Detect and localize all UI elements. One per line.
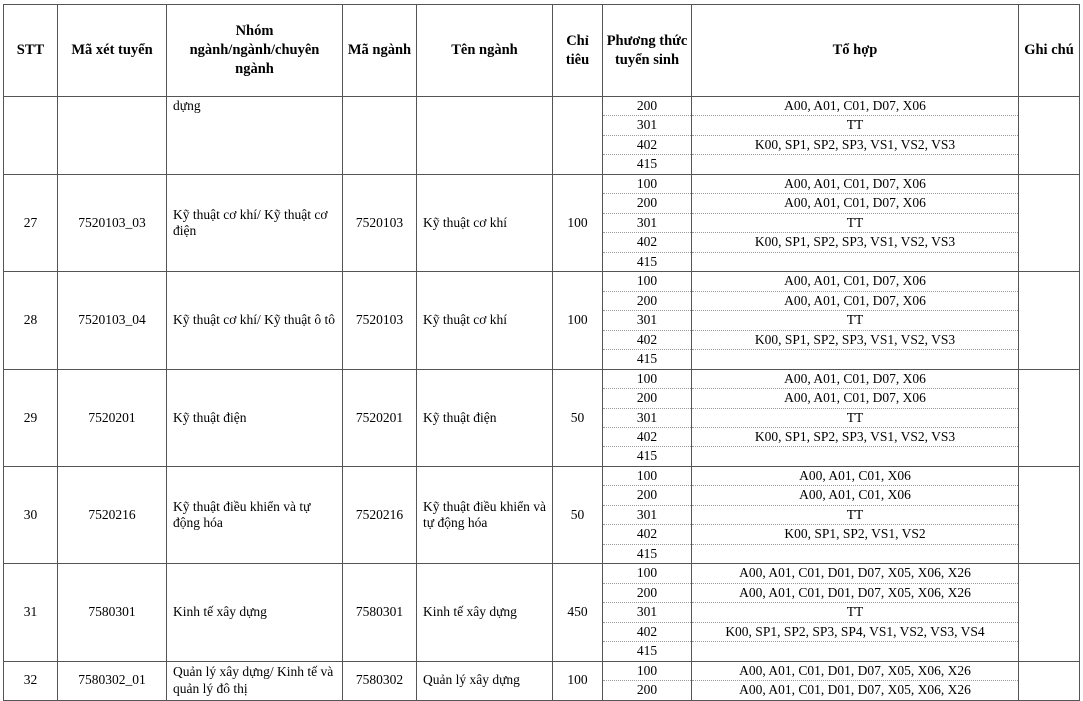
combination-cell [692, 447, 1019, 466]
combination-cell: A00, A01, C01, D07, X06 [692, 272, 1019, 291]
quota-cell: 50 [553, 466, 603, 563]
major-code-cell: 7520103 [343, 272, 417, 369]
table-header [4, 5, 1080, 97]
quota-cell: 450 [553, 564, 603, 661]
group-name-cell: Kinh tế xây dựng [167, 564, 343, 661]
header-group-name: Nhóm ngành/ngành/chuyên ngành [167, 5, 343, 97]
note-cell [1019, 272, 1080, 369]
header-major-code: Mã ngành [343, 5, 417, 97]
combination-cell: TT [692, 505, 1019, 524]
method-cell: 301 [603, 603, 692, 622]
stt-cell: 27 [4, 174, 58, 271]
method-cell: 200 [603, 291, 692, 310]
combination-cell: K00, SP1, SP2, SP3, VS1, VS2, VS3 [692, 233, 1019, 252]
combination-cell: A00, A01, C01, D07, X06 [692, 369, 1019, 388]
method-cell: 100 [603, 272, 692, 291]
combination-cell: TT [692, 116, 1019, 135]
table-body [4, 97, 1080, 701]
method-cell: 301 [603, 408, 692, 427]
method-cell: 402 [603, 525, 692, 544]
note-cell [1019, 661, 1080, 700]
note-cell [1019, 369, 1080, 466]
stt-cell: 31 [4, 564, 58, 661]
method-cell: 402 [603, 135, 692, 154]
method-cell: 415 [603, 252, 692, 271]
admission-code-cell: 7520201 [58, 369, 167, 466]
method-cell: 100 [603, 466, 692, 485]
major-code-cell: 7520103 [343, 174, 417, 271]
table-row [4, 564, 1080, 583]
quota-cell: 100 [553, 272, 603, 369]
method-cell: 100 [603, 174, 692, 193]
major-name-cell: Kinh tế xây dựng [417, 564, 553, 661]
method-cell: 415 [603, 155, 692, 174]
major-name-cell [417, 97, 553, 175]
method-cell: 301 [603, 213, 692, 232]
combination-cell: A00, A01, C01, D07, X06 [692, 174, 1019, 193]
combination-cell: A00, A01, C01, D01, D07, X05, X06, X26 [692, 564, 1019, 583]
method-cell: 301 [603, 116, 692, 135]
stt-cell: 28 [4, 272, 58, 369]
group-name-cell: dựng [167, 97, 343, 175]
combination-cell [692, 350, 1019, 369]
method-cell: 415 [603, 642, 692, 661]
combination-cell: TT [692, 213, 1019, 232]
major-code-cell: 7520201 [343, 369, 417, 466]
group-name-cell: Kỹ thuật cơ khí/ Kỹ thuật ô tô [167, 272, 343, 369]
stt-cell: 32 [4, 661, 58, 700]
admission-quota-table [3, 4, 1080, 701]
combination-cell: A00, A01, C01, D07, X06 [692, 194, 1019, 213]
admission-code-cell: 7580302_01 [58, 661, 167, 700]
stt-cell: 29 [4, 369, 58, 466]
combination-cell: A00, A01, C01, X06 [692, 466, 1019, 485]
table-row [4, 97, 1080, 116]
major-code-cell: 7580302 [343, 661, 417, 700]
combination-cell: TT [692, 603, 1019, 622]
method-cell: 402 [603, 427, 692, 446]
combination-cell [692, 252, 1019, 271]
major-code-cell [343, 97, 417, 175]
note-cell [1019, 564, 1080, 661]
table-row [4, 174, 1080, 193]
method-cell: 415 [603, 447, 692, 466]
table-row [4, 369, 1080, 388]
admission-code-cell: 7520103_03 [58, 174, 167, 271]
method-cell: 415 [603, 350, 692, 369]
admission-code-cell [58, 97, 167, 175]
major-name-cell: Kỹ thuật điện [417, 369, 553, 466]
combination-cell: A00, A01, C01, D01, D07, X05, X06, X26 [692, 681, 1019, 700]
combination-cell: TT [692, 408, 1019, 427]
header-combination: Tổ hợp [692, 5, 1019, 97]
combination-cell: K00, SP1, SP2, SP3, VS1, VS2, VS3 [692, 330, 1019, 349]
header-admission-code: Mã xét tuyển [58, 5, 167, 97]
header-stt: STT [4, 5, 58, 97]
method-cell: 100 [603, 661, 692, 680]
major-name-cell: Kỹ thuật điều khiển và tự động hóa [417, 466, 553, 563]
combination-cell: A00, A01, C01, X06 [692, 486, 1019, 505]
header-quota: Chỉ tiêu [553, 5, 603, 97]
combination-cell: A00, A01, C01, D01, D07, X05, X06, X26 [692, 661, 1019, 680]
combination-cell: A00, A01, C01, D07, X06 [692, 389, 1019, 408]
table-row [4, 272, 1080, 291]
admission-code-cell: 7520103_04 [58, 272, 167, 369]
combination-cell: K00, SP1, SP2, VS1, VS2 [692, 525, 1019, 544]
method-cell: 200 [603, 389, 692, 408]
quota-cell: 100 [553, 174, 603, 271]
stt-cell [4, 97, 58, 175]
method-cell: 200 [603, 486, 692, 505]
admission-code-cell: 7580301 [58, 564, 167, 661]
table-row [4, 661, 1080, 680]
group-name-cell: Quản lý xây dựng/ Kinh tế và quản lý đô thị [167, 661, 343, 700]
major-code-cell: 7580301 [343, 564, 417, 661]
quota-cell: 100 [553, 661, 603, 700]
method-cell: 301 [603, 311, 692, 330]
admission-code-cell: 7520216 [58, 466, 167, 563]
method-cell: 402 [603, 330, 692, 349]
method-cell: 200 [603, 194, 692, 213]
header-note: Ghi chú [1019, 5, 1080, 97]
combination-cell: A00, A01, C01, D01, D07, X05, X06, X26 [692, 583, 1019, 602]
quota-cell [553, 97, 603, 175]
major-code-cell: 7520216 [343, 466, 417, 563]
note-cell [1019, 97, 1080, 175]
header-major-name: Tên ngành [417, 5, 553, 97]
combination-cell: K00, SP1, SP2, SP3, VS1, VS2, VS3 [692, 427, 1019, 446]
group-name-cell: Kỹ thuật điều khiển và tự động hóa [167, 466, 343, 563]
combination-cell: TT [692, 311, 1019, 330]
major-name-cell: Kỹ thuật cơ khí [417, 174, 553, 271]
method-cell: 200 [603, 97, 692, 116]
major-name-cell: Quản lý xây dựng [417, 661, 553, 700]
method-cell: 100 [603, 564, 692, 583]
major-name-cell: Kỹ thuật cơ khí [417, 272, 553, 369]
group-name-cell: Kỹ thuật cơ khí/ Kỹ thuật cơ điện [167, 174, 343, 271]
combination-cell [692, 155, 1019, 174]
note-cell [1019, 174, 1080, 271]
combination-cell: A00, A01, C01, D07, X06 [692, 97, 1019, 116]
method-cell: 100 [603, 369, 692, 388]
combination-cell: A00, A01, C01, D07, X06 [692, 291, 1019, 310]
method-cell: 200 [603, 583, 692, 602]
group-name-cell: Kỹ thuật điện [167, 369, 343, 466]
header-row [4, 5, 1080, 97]
method-cell: 402 [603, 233, 692, 252]
combination-cell [692, 544, 1019, 563]
method-cell: 301 [603, 505, 692, 524]
combination-cell: K00, SP1, SP2, SP3, VS1, VS2, VS3 [692, 135, 1019, 154]
combination-cell [692, 642, 1019, 661]
quota-cell: 50 [553, 369, 603, 466]
table-row [4, 466, 1080, 485]
stt-cell: 30 [4, 466, 58, 563]
method-cell: 402 [603, 622, 692, 641]
combination-cell: K00, SP1, SP2, SP3, SP4, VS1, VS2, VS3, VS4 [692, 622, 1019, 641]
method-cell: 415 [603, 544, 692, 563]
note-cell [1019, 466, 1080, 563]
method-cell: 200 [603, 681, 692, 700]
header-method: Phương thức tuyển sinh [603, 5, 692, 97]
